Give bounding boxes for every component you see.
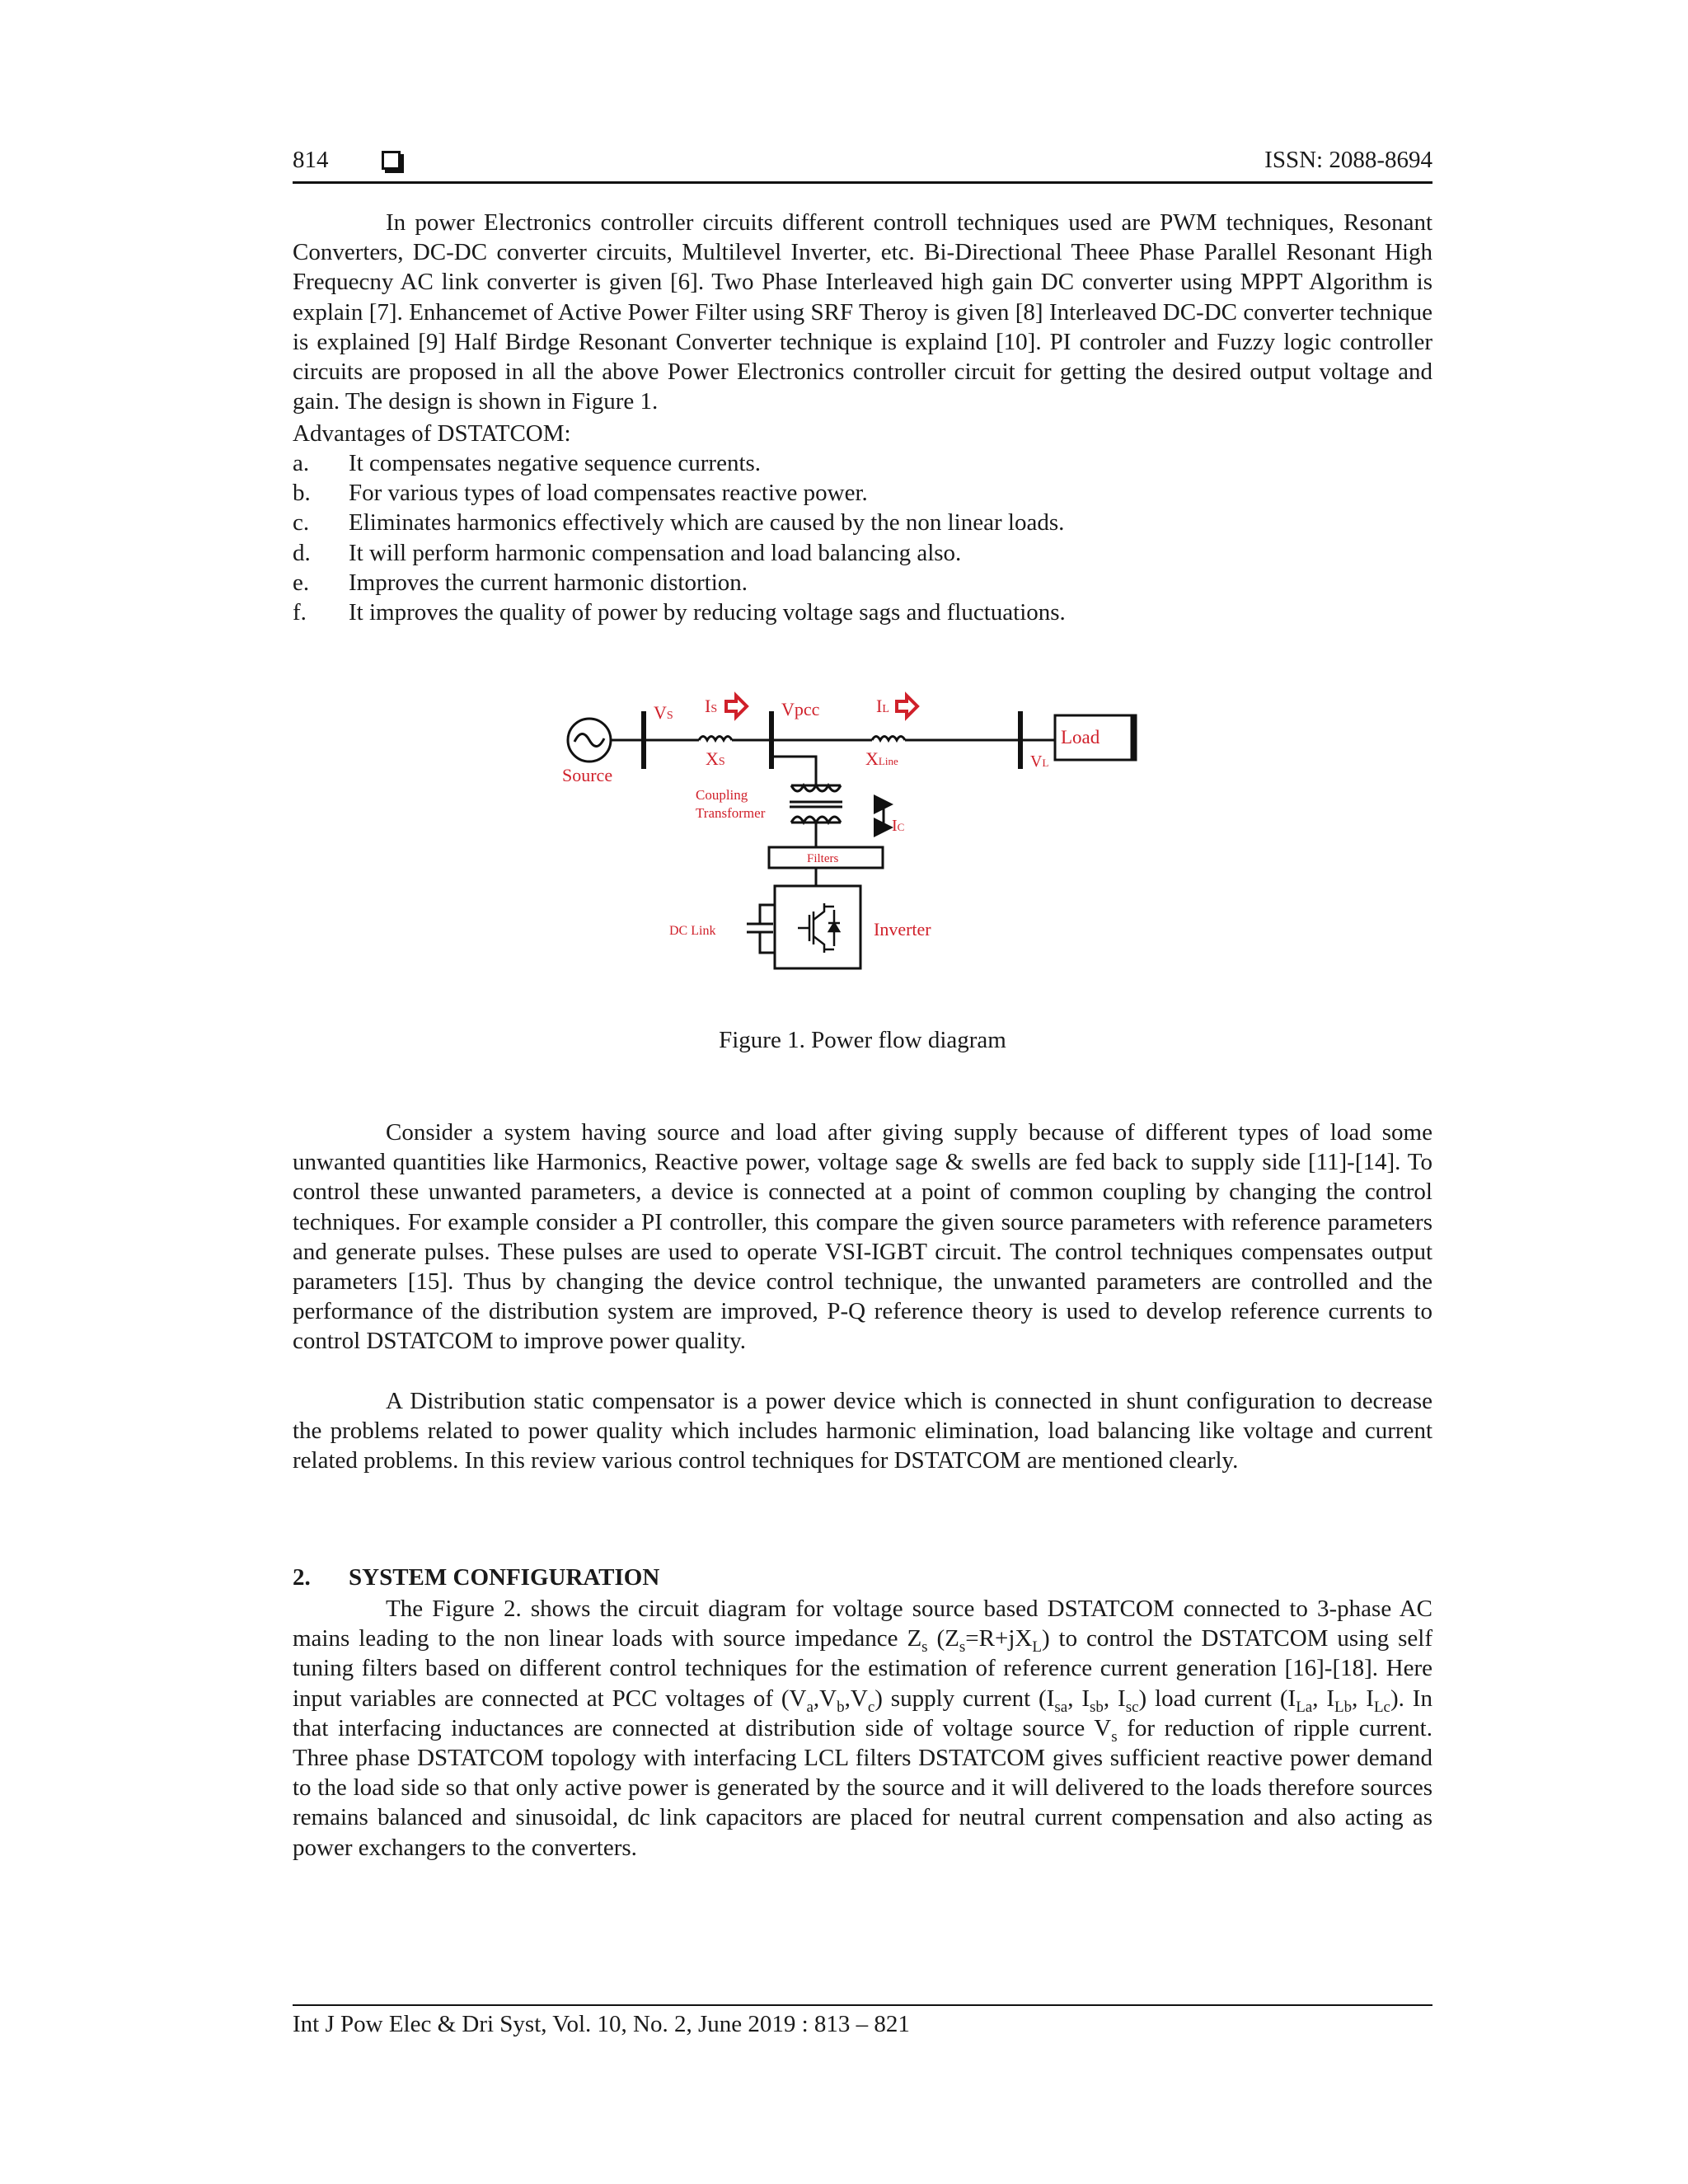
- dc-link-capacitor-icon: [747, 924, 773, 932]
- coupling-label-1: Coupling: [696, 787, 748, 803]
- page-number: 814: [293, 147, 329, 173]
- intro-paragraph: In power Electronics controller circuits different controll techniques used are PWM techniques, Resonant Converters, DC-DC converter circuits, Multilevel Inverter, etc. Bi-Directional Theee Phase Parallel Resonant High Frequecny AC link converter is given [6]. Two Phase Interleaved high gain DC converter using MPPT Algorithm is explain [7]. Enhancemet of Active Power Filter using SRF Theroy is given [8] Interleaved DC-DC converter technique is explained [9] Half Birdge Resonant Converter technique is explaind [10]. PI controler and Fuzzy logic controller circuits are proposed in all the above Power Electronics controller circuit for getting the desired output voltage and gain. The design is shown in Figure 1.: [293, 209, 1432, 415]
- list-item: c. Eliminates harmonics effectively which are caused by the non linear loads.: [293, 509, 1065, 537]
- il-label: IL: [876, 696, 889, 716]
- power-flow-diagram: [544, 691, 1179, 1012]
- is-arrow-icon: [726, 696, 747, 717]
- vs-label: VS: [654, 702, 673, 723]
- list-item: b. For various types of load compensates reactive power.: [293, 480, 868, 507]
- load-label: Load: [1061, 727, 1100, 748]
- inverter-label: Inverter: [874, 919, 931, 940]
- footer-citation: Int J Pow Elec & Dri Syst, Vol. 10, No. 2, June 2019 : 813 – 821: [293, 2011, 910, 2037]
- filters-label: Filters: [807, 852, 839, 865]
- vpcc-label: Vpcc: [781, 699, 820, 719]
- advantages-title: Advantages of DSTATCOM:: [293, 420, 571, 447]
- consider-paragraph: Consider a system having source and load after giving supply because of different types of load some unwanted quantities like Harmonics, Reactive power, voltage sage & swells are fed back to supply side [11]-[14]. To control these unwanted parameters, a device is connected at a point of common coupling by changing the control techniques. For example consider a PI controller, this compare the given source parameters with reference parameters and generate pulses. These pulses are used to operate VSI-IGBT circuit. The control techniques compensates output parameters [15]. Thus by changing the device control technique, the unwanted parameters are controlled and the performance of the distribution system are improved, P-Q reference theory is used to develop reference currents to control DSTATCOM to improve power quality.: [293, 1119, 1432, 1355]
- checkbox-square-icon: [382, 151, 401, 170]
- xs-inductor-icon: [699, 737, 732, 741]
- list-item: a. It compensates negative sequence currents.: [293, 450, 762, 476]
- list-item: f. It improves the quality of power by reducing voltage sags and fluctuations.: [293, 599, 1066, 626]
- xs-label: XS: [706, 748, 725, 769]
- list-item: e. Improves the current harmonic distortion.: [293, 569, 748, 596]
- issn: ISSN: 2088-8694: [1264, 147, 1432, 173]
- xline-inductor-icon: [872, 737, 905, 741]
- header-rule: [293, 181, 1432, 184]
- page-header: [293, 147, 1432, 185]
- figure-caption: Figure 1. Power flow diagram: [719, 1027, 1006, 1053]
- is-label: IS: [705, 696, 718, 716]
- inverter-box: [775, 886, 860, 968]
- advantages-list: [293, 448, 1432, 627]
- ac-source-icon: [568, 719, 611, 762]
- vl-label: VL: [1030, 752, 1049, 771]
- source-label: Source: [562, 765, 613, 785]
- il-arrow-icon: [897, 696, 917, 717]
- coupling-label-2: Transformer: [696, 805, 766, 821]
- footer-rule: [293, 2004, 1432, 2006]
- xline-label: XLine: [865, 748, 898, 769]
- ic-label: IC: [892, 817, 905, 835]
- dc-link-label: DC Link: [669, 924, 716, 938]
- distribution-paragraph: A Distribution static compensator is a power device which is connected in shunt configuration to decrease the problems related to power quality which includes harmonic elimination, load balancing like voltage and current related problems. In this review various control techniques for DSTATCOM are mentioned clearly.: [293, 1388, 1432, 1474]
- section2-paragraph: The Figure 2. shows the circuit diagram for voltage source based DSTATCOM connected to 3-phase AC mains leading to the non linear loads with source impedance $Z_s$ $(Z_s=R+jX_L)$ to control the DSTATCOM using self tuning filters based on different control techniques for the estimation of reference current generation [16]-[18]. Here input variables are connected at PCC voltages of $(V_a,V_b,V_c)$ supply current ($I_{sa}$, $I_{sb}$, $I_{sc}$) load current ($I_{La}$, $I_{Lb}$, $I_{Lc}$). In that interfacing inductances are connected at distribution side of voltage source $V_s$ for reduction of ripple current. Three phase DSTATCOM topology with interfacing LCL filters DSTATCOM gives sufficient reactive power demand to the load side so that only active power is generated by the source and it will delivered to the loads therefore sources remains balanced and sinusoidal, dc link capacitors are placed for neutral current compensation and also acting as power exchangers to the converters.: [293, 1596, 1433, 1861]
- list-item: d. It will perform harmonic compensation and load balancing also.: [293, 539, 962, 566]
- section-heading: 2. SYSTEM CONFIGURATION: [293, 1564, 660, 1591]
- coupling-transformer-icon: [790, 785, 842, 823]
